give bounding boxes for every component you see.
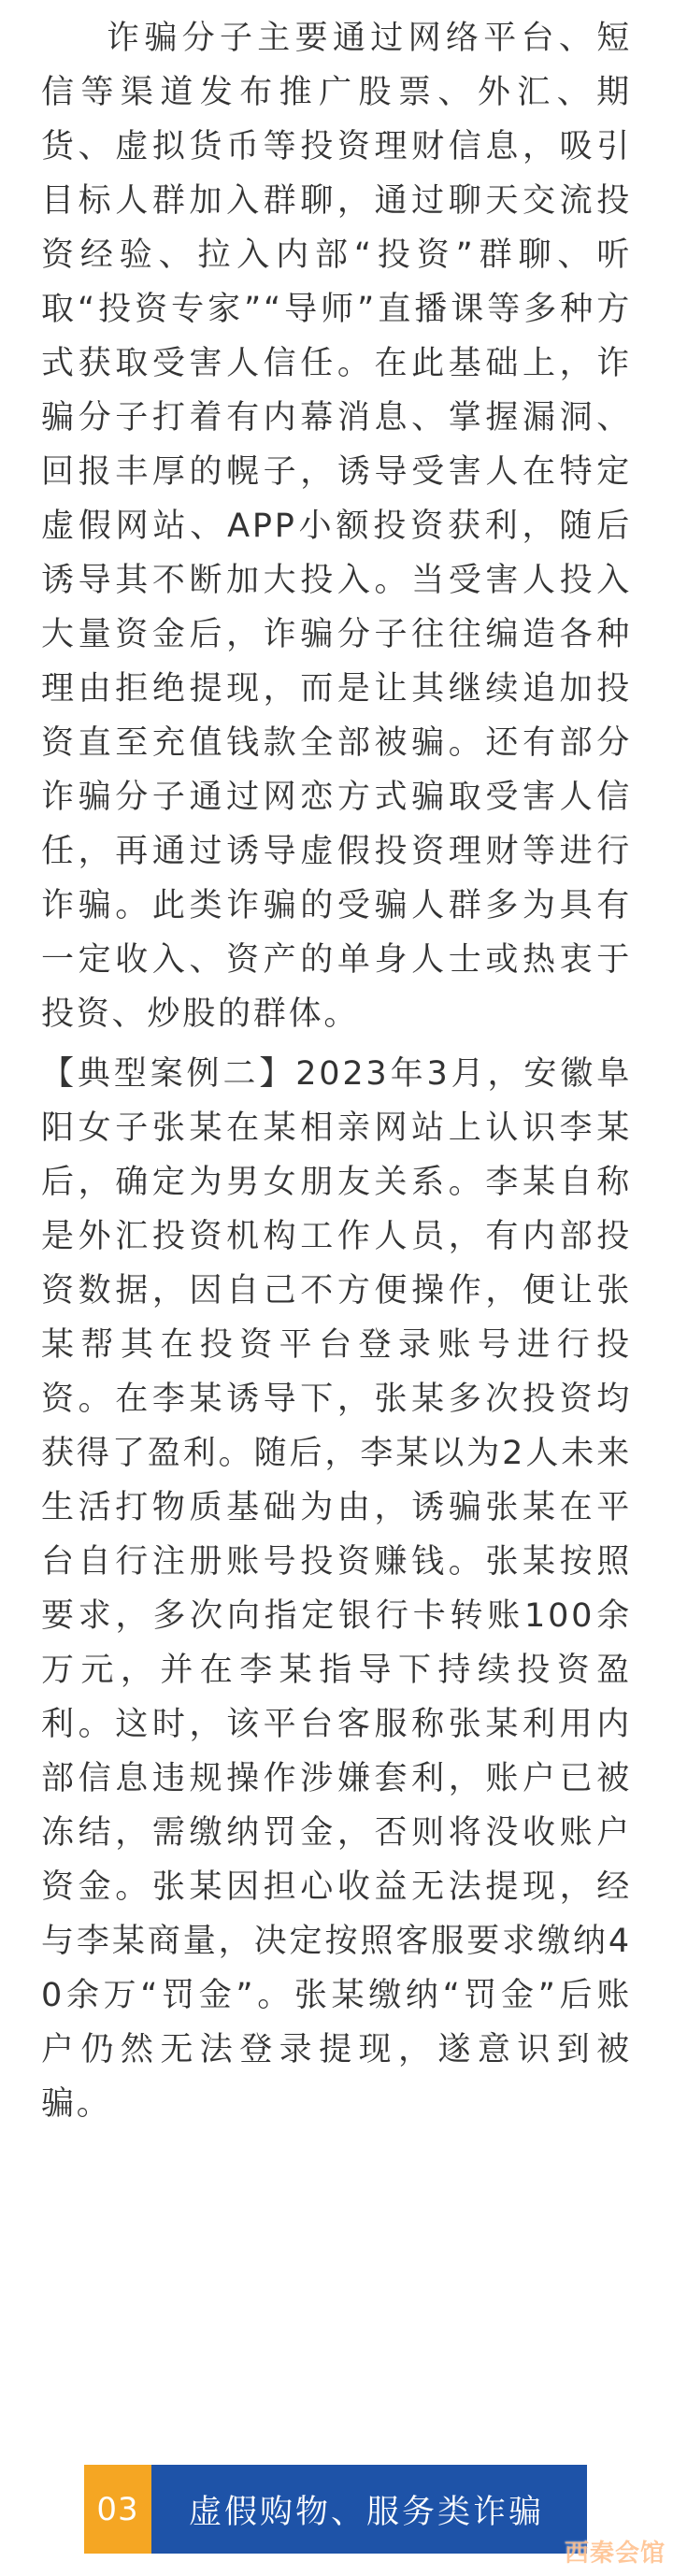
section-heading (84, 2465, 587, 2554)
article-paragraph: 诈骗分子主要通过网络平台、短信等渠道发布推广股票、外汇、期货、虚拟货币等投资理财信息，吸引目标人群加入群聊，通过聊天交流投资经验、拉入内部“投资”群聊、听取“投资专家”“导师”直播课等多种方式获取受害人信任。在此基础上，诈骗分子打着有内幕消息、掌握漏洞、回报丰厚的幌子，诱导受害人在特定虚假网站、APP小额投资获利，随后诱导其不断加大投入。当受害人投入大量资金后，诈骗分子往往编造各种理由拒绝提现，而是让其继续追加投资直至充值钱款全部被骗。还有部分诈骗分子通过网恋方式骗取受害人信任，再通过诱导虚假投资理财等进行诈骗。此类诈骗的受骗人群多为具有一定收入、资产的单身人士或热衷于投资、炒股的群体。 (41, 20, 632, 1033)
article-body (41, 11, 632, 2131)
watermark-logo: 西秦会馆 (564, 2540, 666, 2568)
case-paragraph: 【典型案例二】2023年3月，安徽阜阳女子张某在某相亲网站上认识李某后，确定为男女朋友关系。李某自称是外汇投资机构工作人员，有内部投资数据，因自己不方便操作，便让张某帮其在投资平台登录账号进行投资。在李某诱导下，张某多次投资均获得了盈利。随后，李某以为2人未来生活打物质基础为由，诱骗张某在平台自行注册账号投资赚钱。张某按照要求，多次向指定银行卡转账100余万元，并在李某指导下持续投资盈利。这时，该平台客服称张某利用内部信息违规操作涉嫌套利，账户已被冻结，需缴纳罚金，否则将没收账户资金。张某因担心收益无法提现，经与李某商量，决定按照客服要求缴纳40余万“罚金”。张某缴纳“罚金”后账户仍然无法登录提现，遂意识到被骗。 (41, 1055, 632, 2123)
section-number: 03 (84, 2465, 151, 2554)
section-title: 虚假购物、服务类诈骗 (189, 2493, 545, 2531)
